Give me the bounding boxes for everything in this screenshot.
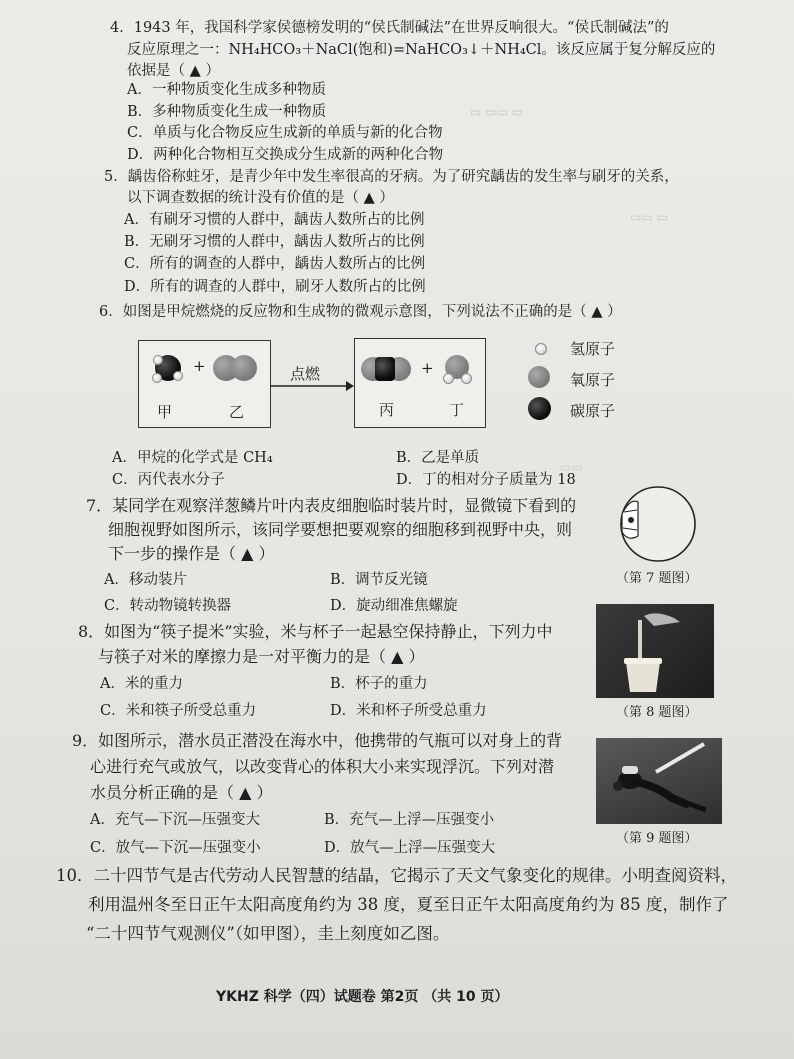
- q6-option-b: B．乙是单质: [396, 450, 480, 466]
- q6-option-a: A．甲烷的化学式是 CH₄: [112, 450, 273, 466]
- q4-text-line: 4．1943 年，我国科学家侯德榜发明的“侯氏制碱法”在世界反响很大。“侯氏制碱法”的: [110, 20, 669, 36]
- q9-option-b: B．充气—上浮—压强变小: [324, 812, 495, 828]
- hydrogen-atom: [153, 355, 163, 365]
- hydrogen-atom: [152, 373, 162, 383]
- q5-text-line: 以下调查数据的统计没有价值的是（ ▲ ）: [127, 190, 394, 206]
- q7-text-line: 7．某同学在观察洋葱鳞片叶内表皮细胞临时装片时，显微镜下看到的: [86, 496, 577, 515]
- q8-option-a: A．米的重力: [100, 676, 183, 692]
- label-ding: 丁: [449, 401, 465, 419]
- plus-sign: +: [193, 357, 206, 375]
- q8-option-c: C．米和筷子所受总重力: [100, 703, 257, 719]
- q9-option-d: D．放气—上浮—压强变大: [324, 840, 496, 856]
- q7-option-c: C．转动物镜转换器: [104, 598, 232, 614]
- q9-option-c: C．放气—下沉—压强变小: [90, 840, 261, 856]
- hydrogen-atom: [461, 373, 472, 384]
- q9-text-line: 9．如图所示，潜水员正潜没在海水中，他携带的气瓶可以对身上的背: [72, 731, 563, 750]
- bleed-through-mark: ▭ ▭▭ ▭: [470, 105, 523, 119]
- q4-option-d: D．两种化合物相互交换成分生成新的两种化合物: [127, 147, 444, 163]
- q4-option-b: B．多种物质变化生成一种物质: [127, 104, 327, 120]
- q5-option-c: C．所有的调查的人群中，龋齿人数所占的比例: [124, 256, 426, 272]
- q5-option-d: D．所有的调查的人群中，刷牙人数所占的比例: [124, 279, 426, 295]
- legend-hydrogen: 氢原子: [570, 340, 616, 358]
- q4-text-line: 依据是（ ▲ ）: [127, 63, 220, 79]
- bleed-through-mark: ▭▭ ▭: [630, 210, 668, 224]
- q10-text-line: 10．二十四节气是古代劳动人民智慧的结晶，它揭示了天文气象变化的规律。小明查阅资料，: [56, 866, 737, 885]
- carbon-legend-icon: [528, 397, 551, 420]
- plus-sign: +: [421, 359, 434, 377]
- q4-text-line: 反应原理之一：NH₄HCO₃＋NaCl(饱和)=NaHCO₃↓＋NH₄Cl。该反应属于复分解反应的: [127, 42, 716, 58]
- q6-option-d: D．丁的相对分子质量为 18: [396, 472, 576, 488]
- legend-oxygen: 氧原子: [570, 371, 616, 389]
- q9-option-a: A．充气—下沉—压强变大: [90, 812, 260, 828]
- oxygen-atom: [231, 355, 257, 381]
- q9-text-line: 水员分析正确的是（ ▲ ）: [90, 783, 273, 802]
- q10-text-line: 利用温州冬至日正午太阳高度角约为 38 度，夏至日正午太阳高度角约为 85 度，制作了: [88, 895, 729, 914]
- products-box: [354, 338, 486, 428]
- q10-text-line: “二十四节气观测仪”（如甲图），圭上刻度如乙图。: [86, 924, 450, 943]
- q8-option-b: B．杯子的重力: [330, 676, 428, 692]
- q8-text-line: 8．如图为“筷子提米”实验，米与杯子一起悬空保持静止，下列力中: [78, 622, 553, 641]
- q5-option-a: A．有刷牙习惯的人群中，龋齿人数所占的比例: [124, 212, 425, 228]
- chopsticks-rice-photo: [596, 604, 714, 698]
- q5-text-line: 5．龋齿俗称蛀牙，是青少年中发生率很高的牙病。为了研究龋齿的发生率与刷牙的关系，: [104, 169, 679, 185]
- diver-photo: [596, 738, 722, 824]
- q4-option-c: C．单质与化合物反应生成新的单质与新的化合物: [127, 125, 443, 141]
- hydrogen-atom: [443, 373, 454, 384]
- q7-option-b: B．调节反光镜: [330, 572, 428, 588]
- legend-carbon: 碳原子: [570, 402, 616, 420]
- q8-text-line: 与筷子对米的摩擦力是一对平衡力的是（ ▲ ）: [98, 647, 425, 666]
- label-yi: 乙: [229, 403, 245, 421]
- oxygen-legend-icon: [528, 366, 550, 388]
- q7-option-a: A．移动装片: [104, 572, 187, 588]
- q5-option-b: B．无刷牙习惯的人群中，龋齿人数所占的比例: [124, 234, 425, 250]
- q7-text-line: 细胞视野如图所示，该同学要想把要观察的细胞移到视野中央，则: [108, 520, 573, 539]
- hydrogen-legend-icon: [535, 343, 547, 355]
- q6-text-line: 6．如图是甲烷燃烧的反应物和生成物的微观示意图，下列说法不正确的是（ ▲ ）: [99, 304, 622, 320]
- q9-text-line: 心进行充气或放气，以改变背心的体积大小来实现浮沉。下列对潜: [90, 757, 555, 776]
- q8-caption: （第 8 题图）: [616, 705, 698, 720]
- q6-option-c: C．丙代表水分子: [112, 472, 225, 488]
- reactants-box: [138, 340, 271, 428]
- page-footer: YKHZ 科学（四）试题卷 第2页 （共 10 页）: [216, 989, 509, 1005]
- arrow-label: 点燃: [290, 365, 321, 383]
- microscope-field-figure: [612, 484, 702, 566]
- bleed-through-mark: ▭▭: [560, 460, 583, 474]
- reaction-arrow-icon: [270, 380, 354, 392]
- q7-caption: （第 7 题图）: [616, 571, 698, 586]
- carbon-atom: [375, 357, 395, 381]
- q4-option-a: A．一种物质变化生成多种物质: [127, 82, 326, 98]
- hydrogen-atom: [173, 371, 183, 381]
- q9-caption: （第 9 题图）: [616, 831, 698, 846]
- label-jia: 甲: [157, 403, 173, 421]
- q7-option-d: D．旋动细准焦螺旋: [330, 598, 458, 614]
- q8-option-d: D．米和杯子所受总重力: [330, 703, 487, 719]
- label-bing: 丙: [379, 401, 395, 419]
- q7-text-line: 下一步的操作是（ ▲ ）: [108, 544, 275, 563]
